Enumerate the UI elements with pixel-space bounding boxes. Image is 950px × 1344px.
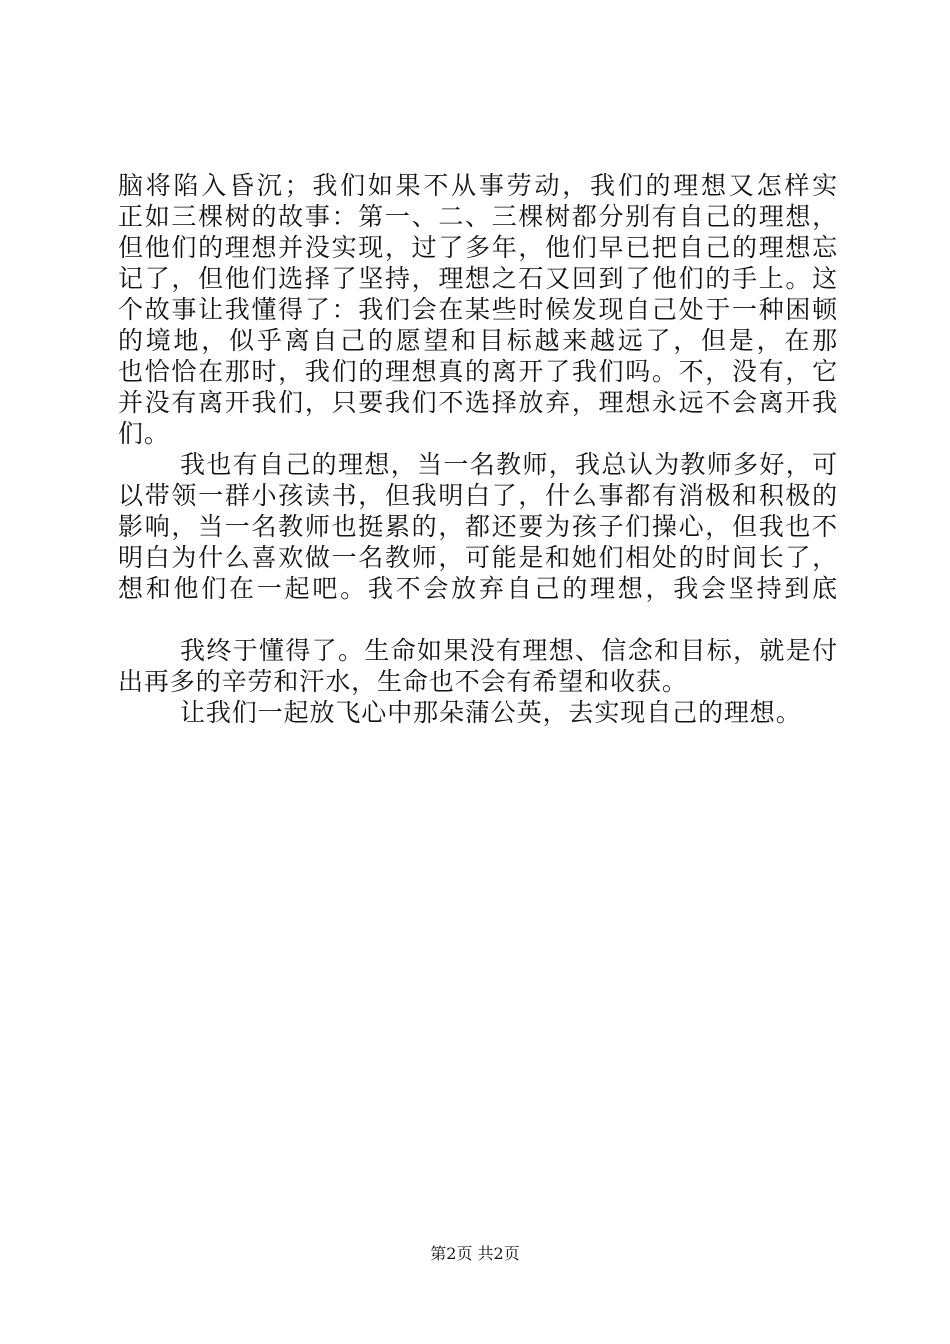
- text-line: 但他们的理想并没实现，过了多年，他们早已把自己的理想忘: [118, 233, 838, 262]
- paragraph-gap: [118, 604, 838, 635]
- text-line: 们。: [118, 419, 170, 448]
- text-line: 出再多的辛劳和汗水，生命也不会有希望和收获。: [118, 667, 688, 696]
- paragraph-2: [118, 449, 838, 604]
- text-line: 以带领一群小孩读书，但我明白了，什么事都有消极和积极的: [118, 481, 838, 510]
- page-number-footer: 第2页 共2页: [430, 1244, 520, 1263]
- text-line: 的境地，似乎离自己的愿望和目标越来越远了，但是，在那: [118, 326, 838, 355]
- paragraph-1: [118, 170, 838, 449]
- document-body: [118, 170, 838, 728]
- text-line: 我也有自己的理想，当一名教师，我总认为教师多好，可: [180, 450, 838, 479]
- text-line: 正如三棵树的故事：第一、二、三棵树都分别有自己的理想，: [118, 202, 838, 231]
- text-line: 个故事让我懂得了：我们会在某些时候发现自己处于一种困顿: [118, 295, 838, 324]
- text-line: 让我们一起放飞心中那朵蒲公英，去实现自己的理想。: [180, 698, 802, 727]
- text-line: 明白为什么喜欢做一名教师，可能是和她们相处的时间长了，: [118, 543, 838, 572]
- text-line: 也恰恰在那时，我们的理想真的离开了我们吗。不，没有，它: [118, 357, 838, 386]
- paragraph-3: [118, 635, 838, 697]
- text-line: 影响，当一名教师也挺累的，都还要为孩子们操心，但我也不: [118, 512, 838, 541]
- text-line: 我终于懂得了。生命如果没有理想、信念和目标，就是付: [180, 636, 838, 665]
- text-line: 脑将陷入昏沉；我们如果不从事劳动，我们的理想又怎样实: [118, 171, 838, 200]
- paragraph-4: [118, 697, 838, 728]
- text-line: 并没有离开我们，只要我们不选择放弃，理想永远不会离开我: [118, 388, 838, 417]
- text-line: 记了，但他们选择了坚持，理想之石又回到了他们的手上。这: [118, 264, 838, 293]
- text-line: 想和他们在一起吧。我不会放弃自己的理想，我会坚持到底: [118, 574, 838, 603]
